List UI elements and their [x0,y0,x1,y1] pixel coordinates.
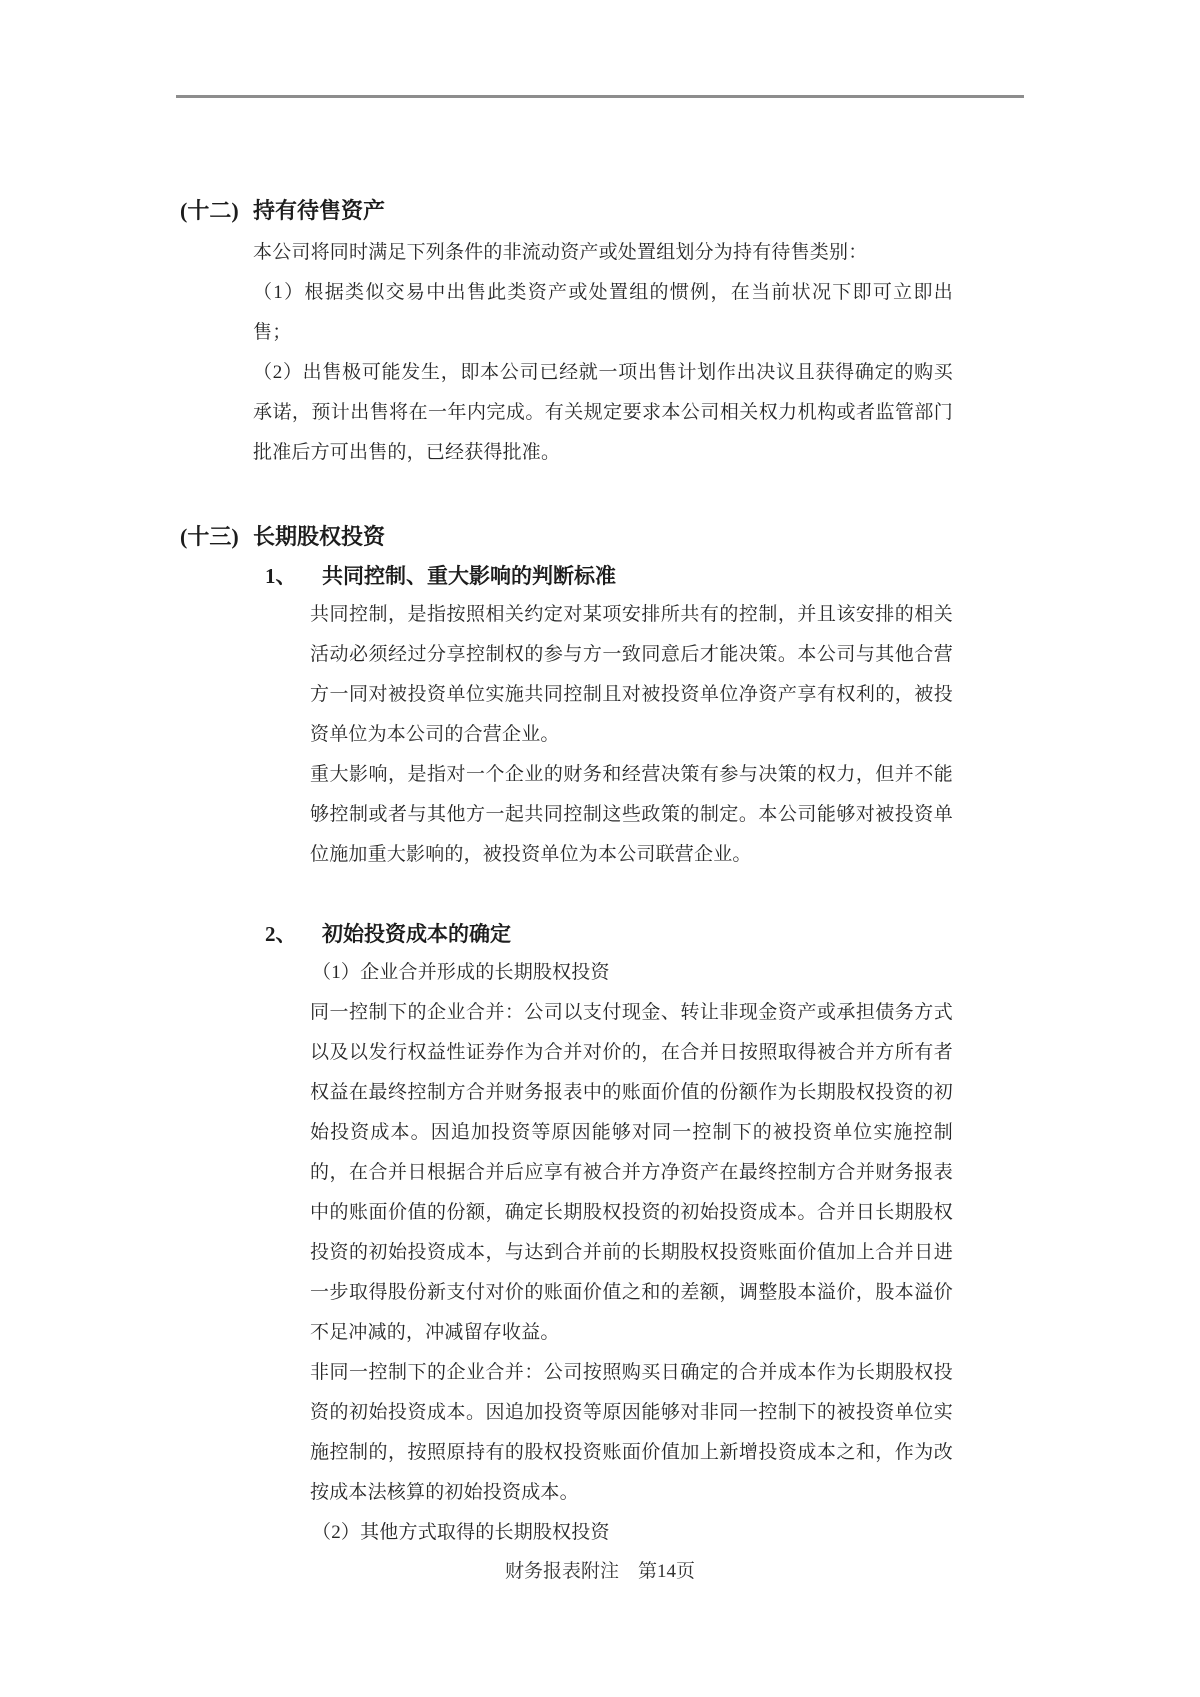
subsection-2-title: 初始投资成本的确定 [322,922,511,946]
paragraph: 重大影响，是指对一个企业的财务和经营决策有参与决策的权力，但并不能够控制或者与其他方一起共同控制这些政策的制定。本公司能够对被投资单位施加重大影响的，被投资单位为本公司联营企业。 [310,764,953,865]
paragraph: 共同控制，是指按照相关约定对某项安排所共有的控制，并且该安排的相关活动必须经过分享控制权的参与方一致同意后才能决策。本公司与其他合营方一同对被投资单位实施共同控制且对被投资单位净资产享有权利的，被投资单位为本公司的合营企业。 [310,604,953,745]
section-13-title: 长期股权投资 [253,524,386,549]
section-12-heading [0,196,1200,226]
subsection-1-number: 1、 [265,564,297,588]
section-13-label: (十三) [180,524,239,549]
subsection-1-heading [0,561,1200,591]
section-13-heading [0,522,1200,552]
paragraph: （1）根据类似交易中出售此类资产或处置组的惯例，在当前状况下即可立即出售； [253,282,953,343]
footer-page-label: 财务报表附注 第14页 [504,1561,695,1582]
subsection-2-number: 2、 [265,922,297,946]
paragraph: 本公司将同时满足下列条件的非流动资产或处置组划分为持有待售类别： [253,242,868,263]
paragraph: （2）出售极可能发生，即本公司已经就一项出售计划作出决议且获得确定的购买承诺，预计出售将在一年内完成。有关规定要求本公司相关权力机构或者监管部门批准后方可出售的，已经获得批准。 [253,362,953,463]
section-12-label: (十二) [180,198,239,223]
paragraph: 非同一控制下的企业合并：公司按照购买日确定的合并成本作为长期股权投资的初始投资成本。因追加投资等原因能够对非同一控制下的被投资单位实施控制的，按照原持有的股权投资账面价值加上新增投资成本之和，作为改按成本法核算的初始投资成本。 [310,1362,953,1503]
paragraph: 同一控制下的企业合并：公司以支付现金、转让非现金资产或承担债务方式以及以发行权益性证券作为合并对价的，在合并日按照取得被合并方所有者权益在最终控制方合并财务报表中的账面价值的份额作为长期股权投资的初始投资成本。因追加投资等原因能够对同一控制下的被投资单位实施控制的，在合并日根据合并后应享有被合并方净资产在最终控制方合并财务报表中的账面价值的份额，确定长期股权投资的初始投资成本。合并日长期股权投资的初始投资成本，与达到合并前的长期股权投资账面价值加上合并日进一步取得股份新支付对价的账面价值之和的差额，调整股本溢价，股本溢价不足冲减的，冲减留存收益。 [310,1002,953,1343]
section-12-title: 持有待售资产 [253,198,386,223]
subsection-1-title: 共同控制、重大影响的判断标准 [322,564,616,588]
subsection-2-heading [0,919,1200,949]
sub-item-2: （2）其他方式取得的长期股权投资 [312,1522,610,1543]
sub-item-1: （1）企业合并形成的长期股权投资 [312,962,610,983]
